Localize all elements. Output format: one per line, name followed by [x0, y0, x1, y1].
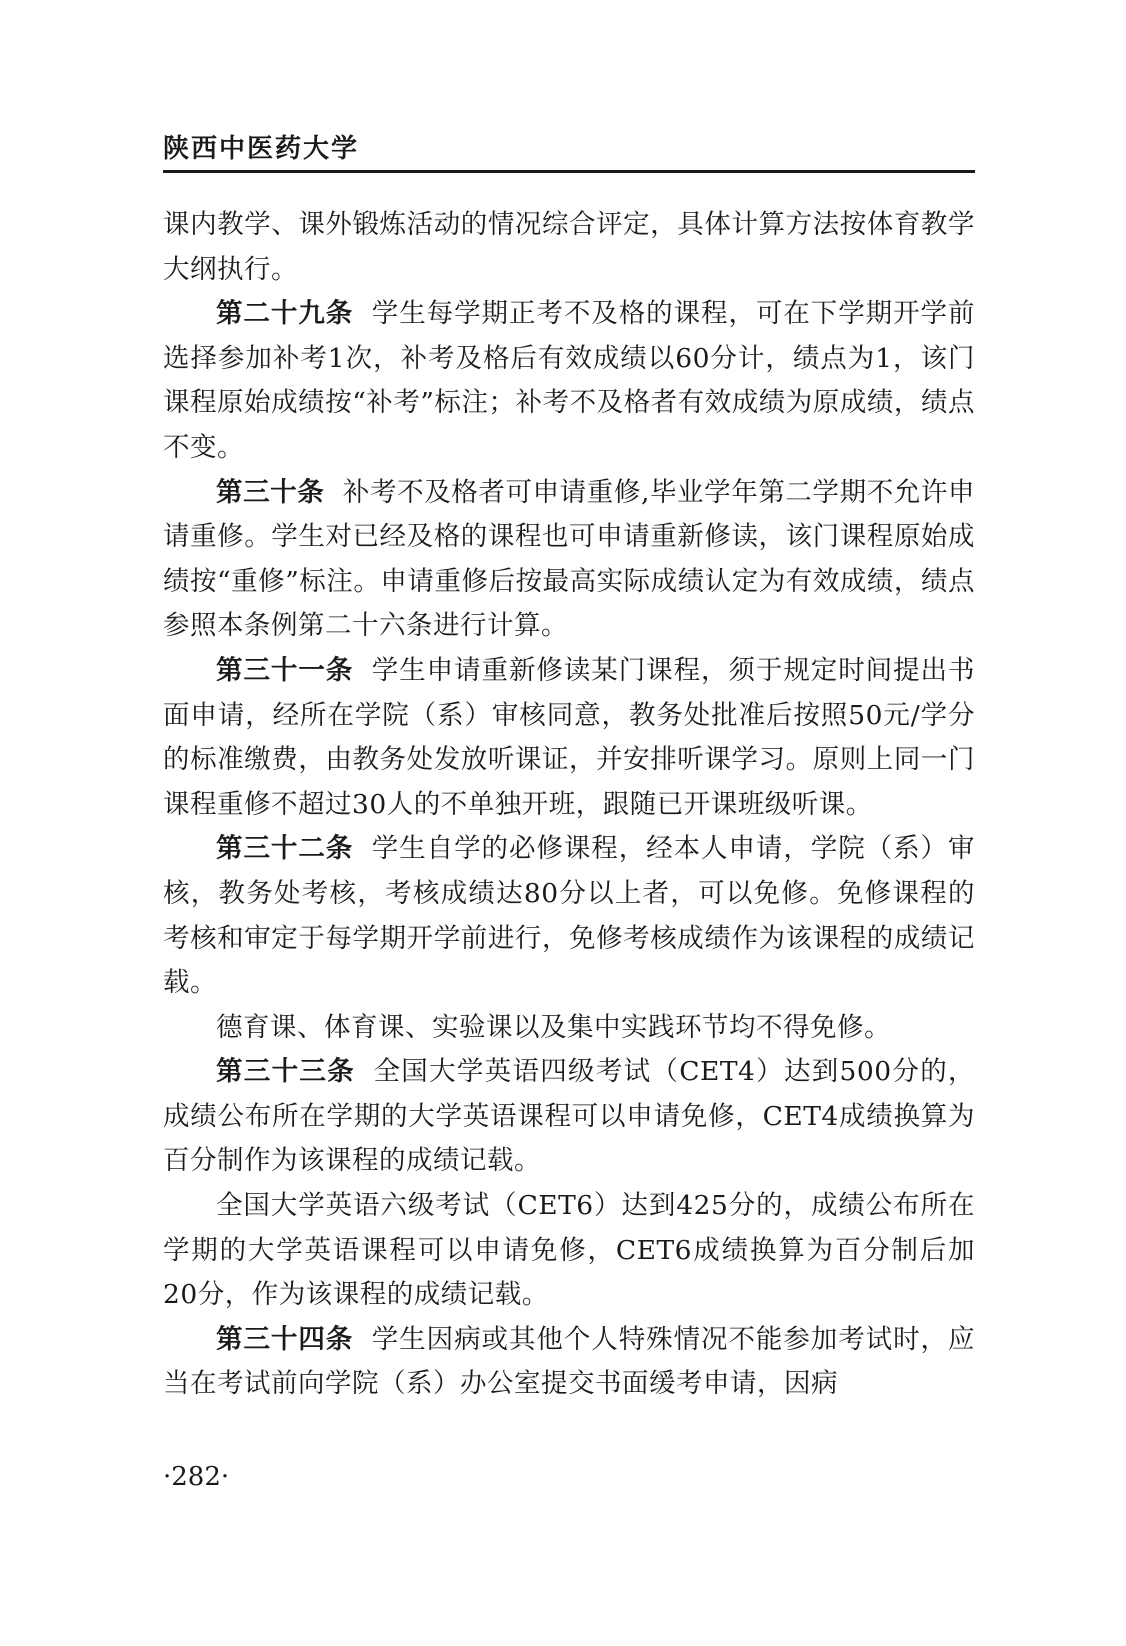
- body-text: [163, 203, 975, 1407]
- header-title: 陕西中医药大学: [163, 134, 360, 164]
- header-rule: [163, 170, 975, 173]
- article-heading: 第三十二条: [216, 833, 354, 865]
- article-heading: 第三十三条: [216, 1056, 355, 1088]
- paragraph-continuation: [163, 203, 975, 292]
- paragraph-cet6: [163, 1184, 975, 1318]
- paragraph-text: 补考不及格者可申请重修,毕业学年第二学期不允许申请重修。学生对已经及格的课程也可申请重新修读，该门课程原始成绩按“重修”标注。申请重修后按最高实际成绩认定为有效成绩，绩点参照本条例第二十六条进行计算。: [163, 476, 975, 642]
- page-number: ·282·: [163, 1462, 230, 1492]
- paragraph-text: 全国大学英语六级考试（CET6）达到425分的，成绩公布所在学期的大学英语课程可以申请免修，CET6成绩换算为百分制后加20分，作为该课程的成绩记载。: [163, 1190, 975, 1311]
- paragraph-article-29: [163, 292, 975, 470]
- paragraph-article-33: [163, 1050, 975, 1184]
- paragraph-text: 学生申请重新修读某门课程，须于规定时间提出书面申请，经所在学院（系）审核同意，教务处批准后按照50元/学分的标准缴费，由教务处发放听课证，并安排听课学习。原则上同一门课程重修不超过30人的不单独开班，跟随已开课班级听课。: [163, 654, 976, 820]
- paragraph-article-30: [163, 471, 975, 649]
- paragraph-article-34: [163, 1318, 975, 1407]
- paragraph-article-32: [163, 827, 975, 1005]
- paragraph-article-31: [163, 649, 975, 827]
- paragraph-text: 学生自学的必修课程，经本人申请，学院（系）审核，教务处考核，考核成绩达80分以上者，可以免修。免修课程的考核和审定于每学期开学前进行，免修考核成绩作为该课程的成绩记载。: [163, 833, 976, 999]
- paragraph-no-exemption: [163, 1006, 975, 1051]
- paragraph-text: 德育课、体育课、实验课以及集中实践环节均不得免修。: [216, 1011, 891, 1043]
- paragraph-text: 全国大学英语四级考试（CET4）达到500分的，成绩公布所在学期的大学英语课程可以申请免修，CET4成绩换算为百分制作为该课程的成绩记载。: [163, 1056, 975, 1177]
- running-header: [163, 132, 975, 172]
- article-heading: 第三十条: [216, 476, 325, 508]
- article-heading: 第二十九条: [216, 298, 354, 330]
- paragraph-text: 课内教学、课外锻炼活动的情况综合评定，具体计算方法按体育教学大纲执行。: [163, 209, 975, 285]
- article-heading: 第三十一条: [216, 654, 354, 686]
- paragraph-text: 学生因病或其他个人特殊情况不能参加考试时，应当在考试前向学院（系）办公室提交书面缓考申请，因病: [163, 1323, 976, 1400]
- article-heading: 第三十四条: [216, 1323, 354, 1355]
- paragraph-text: 学生每学期正考不及格的课程，可在下学期开学前选择参加补考1次，补考及格后有效成绩以60分计，绩点为1，该门课程原始成绩按“补考”标注；补考不及格者有效成绩为原成绩，绩点不变。: [163, 298, 976, 463]
